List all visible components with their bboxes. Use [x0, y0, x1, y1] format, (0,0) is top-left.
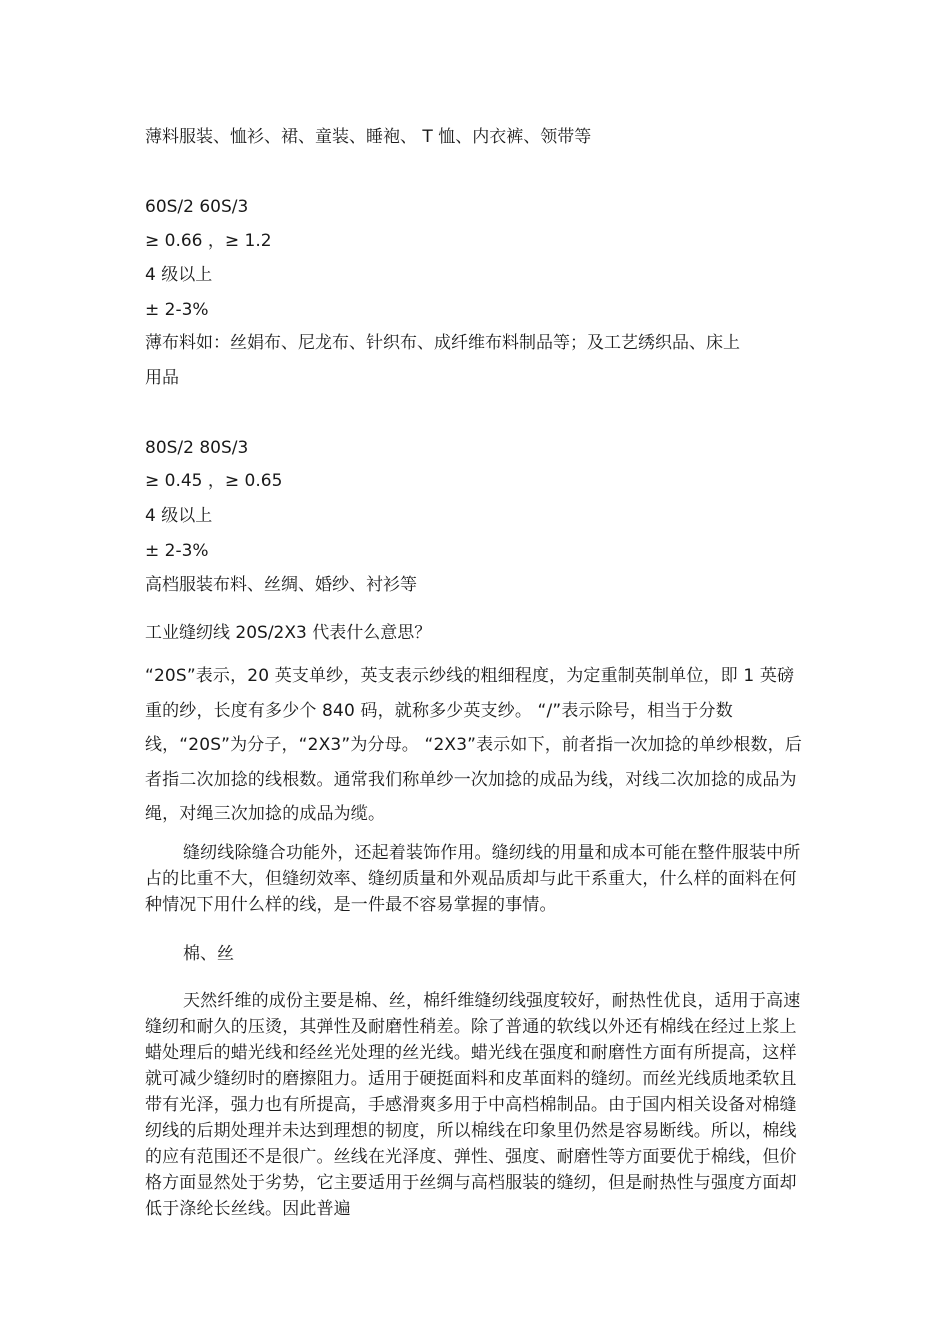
spec-count-80s: 80S/2 80S/3 — [145, 438, 249, 458]
text-line: 薄料服装、恤衫、裙、童装、睡袍、 T 恤、内衣裤、领带等 — [145, 127, 592, 147]
spec-usage-60s: 薄布料如：丝娟布、尼龙布、针织布、成纤维布料制品等；及工艺绣织品、床上 — [145, 333, 740, 353]
spec-strength-60s: ≥ 0.66 ，≥ 1.2 — [145, 231, 272, 251]
section-heading: 棉、丝 — [183, 944, 234, 964]
body-paragraph: 天然纤维的成份主要是棉、丝，棉纤维缝纫线强度较好，耐热性优良，适用于高速缝纫和耐久的压烫，其弹性及耐磨性稍差。除了普通的软线以外还有棉线在经过上浆上蜡处理后的蜡光线和经丝光处理的丝光线。蜡光线在强度和耐磨性方面有所提高，这样就可减少缝纫时的磨擦阻力。适用于硬挺面料和皮革面料的缝纫。而丝光线质地柔软且带有光泽，强力也有所提高，手感滑爽多用于中高档棉制品。由于国内相关设备对棉缝纫线的后期处理并未达到理想的韧度，所以棉线在印象里仍然是容易断线。所以，棉线的应有范围还不是很广。丝线在光泽度、弹性、强度、耐磨性等方面要优于棉线，但价格方面显然处于劣势，它主要适用于丝绸与高档服装的缝纫，但是耐热性与强度方面却低于涤纶长丝线。因此普遍 — [145, 991, 801, 1219]
spec-strength-80s: ≥ 0.45 ，≥ 0.65 — [145, 471, 283, 491]
spec-count-60s: 60S/2 60S/3 — [145, 197, 249, 217]
spec-grade-60s: 4 级以上 — [145, 265, 213, 285]
spec-tolerance-80s: ± 2-3% — [145, 541, 209, 561]
spec-tolerance-60s: ± 2-3% — [145, 300, 209, 320]
question-heading: 工业缝纫线 20S/2X3 代表什么意思？ — [145, 623, 432, 643]
body-paragraph: 缝纫线除缝合功能外，还起着装饰作用。缝纫线的用量和成本可能在整件服装中所占的比重不大，但缝纫效率、缝纫质量和外观品质却与此干系重大，什么样的面料在何种情况下用什么样的线，是一件最不容易掌握的事情。 — [145, 843, 801, 915]
spec-grade-80s: 4 级以上 — [145, 506, 213, 526]
spec-usage-60s-cont: 用品 — [145, 368, 179, 388]
spec-usage-80s: 高档服装布料、丝绸、婚纱、衬衫等 — [145, 575, 417, 595]
answer-paragraph: “20S”表示，20 英支单纱，英支表示纱线的粗细程度，为定重制英制单位，即 1 英磅重的纱，长度有多少个 840 码，就称多少英支纱。 “/”表示除号，相当于分数线，“20S”为分子，“2X3”为分母。 “2X3”表示如下，前者指一次加捻的单纱根数，后者指二次加捻的线根数。通常我们称单纱一次加捻的成品为线，对线二次加捻的成品为绳，对绳三次加捻的成品为缆。 — [145, 666, 802, 824]
